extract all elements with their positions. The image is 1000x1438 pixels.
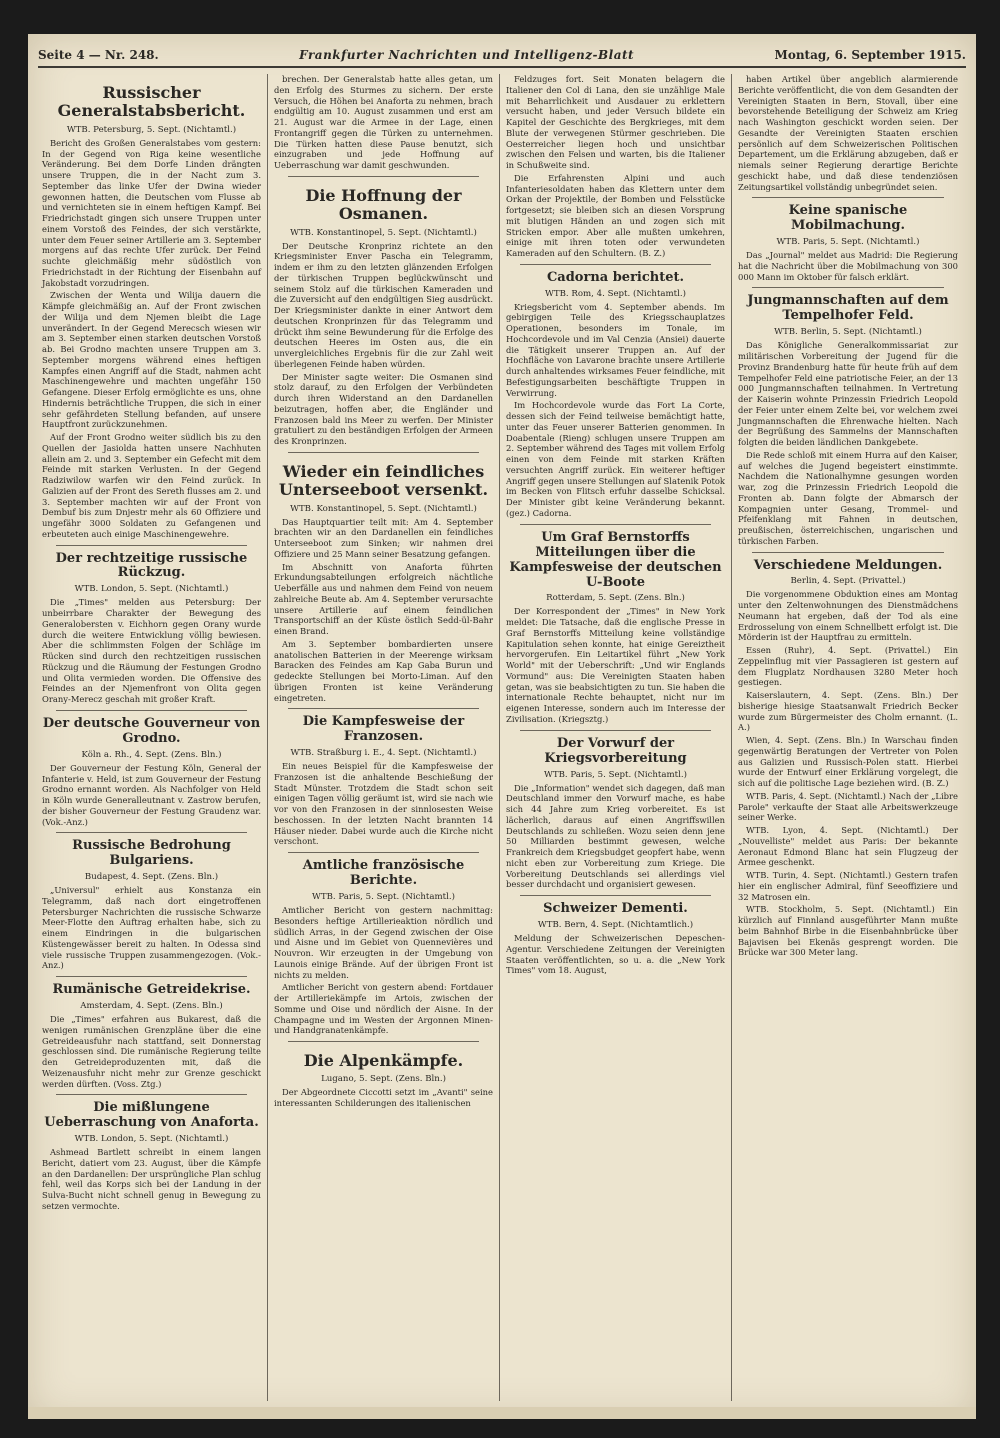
article-paragraph: Feldzuges fort. Seit Monaten belagern die Italiener den Col di Lana, den sie unzählige Male mit Beharrlichkeit und Ausdauer zu erklettern versucht haben, und jeder Versuch bildete ein Kapitel der Geschichte des Bergkrieges, mit dem Blute der verwegenen Stürmer geschrieben. Die Oesterreicher liegen hoch und unsichtbar zwischen den Felsen und warten, bis die Italiener in Schußweite sind.	[506, 74, 725, 170]
article-paragraph: Ashmead Bartlett schreibt in einem langen Bericht, datiert vom 23. August, über die Kämpfe an den Dardanellen: Der ursprüngliche Plan schlug fehl, weil das Korps sich bei der Landung in der Sulva-Bucht nicht schnell genug in Bewegung zu setzen vermochte.	[42, 1147, 261, 1211]
article	[274, 859, 493, 1036]
divider	[288, 852, 479, 853]
article-title: Russischer Generalstabsbericht.	[57, 83, 246, 121]
dateline: WTB. Berlin, 5. Sept. (Nichtamtl.)	[774, 327, 922, 338]
article-paragraph: Zwischen der Wenta und Wilija dauern die Kämpfe gleichmäßig an. Auf der Front zwischen der Wilija und dem Njemen bleibt die Lage unverändert. In der Gegend Merecsch wiesen wir am 3. September einen starken deutschen Vorstoß ab. Bei Grodno machten unsere Truppen am 3. September morgens während eines heftigen Kampfes einen Angriff auf die Stadt, nahmen acht Maschinengewehre und machten ungefähr 150 Gefangene. Dieser Erfolg ermöglichte es uns, ohne Hindernis beträchtliche Truppen, die sich in einer sehr gefährdeten Stellung befanden, auf unsere Hauptfront zurückzunehmen.	[42, 290, 261, 430]
dateline: WTB. Paris, 5. Sept. (Nichtamtl.)	[312, 892, 455, 903]
article	[506, 271, 725, 519]
article-paragraph: Die „Information" wendet sich dagegen, daß man Deutschland immer den Vorwurf mache, es habe sich 44 Jahre zum Krieg vorbereitet. Es ist lächerlich, daraus auf einen Angriffswillen Deutschlands zu schließen. Wozu seien denn jene 50 Milliarden bestimmt gewesen, welche Frankreich dem Kriegsbudget geopfert habe, wenn nicht eben zur Vorbereitung zum Kriege. Die Vorbereitung Deutschlands sei allerdings viel besser durchdacht und organisiert gewesen.	[506, 782, 725, 890]
column-4	[732, 74, 964, 1401]
divider	[56, 832, 247, 833]
article-paragraph: Amtlicher Bericht von gestern nachmittag: Besonders heftige Artillerieaktion nördlich und südlich Arras, in der Gegend zwischen der Oise und Aisne und im Gebiet von Quennevières und Nouvron. Wir erzeugten in der Umgebung von Launois einige Brände. Auf der übrigen Front ist nichts zu melden.	[274, 905, 493, 980]
article-paragraph: Der Deutsche Kronprinz richtete an den Kriegsminister Enver Pascha ein Telegramm, indem er ihm zu den letzten glänzenden Erfolgen der türkischen Truppen beglückwünscht und seinem Stolz auf die türkischen Kameraden und die Zuversicht auf den endgültigen Sieg ausdrückt. Der Kriegsminister dankte in einer Antwort dem deutschen Kronprinzen für das Telegramm und drückt ihm seine Bewunderung für die Erfolge des deutschen Heeres im Osten aus, die ein unvergleichliches Ergebnis für die zur Zahl weit überlegenen Feinde haben würden.	[274, 240, 493, 369]
article-paragraph: Wien, 4. Sept. (Zens. Bln.) In Warschau finden gegenwärtig Beratungen der Vertreter von Polen aus Galizien und Russisch-Polen statt. Hierbei wurde der Entwurf einer Erklärung vorgelegt, die sich auf die politische Lage beziehen wird. (B. Z.)	[738, 735, 958, 789]
divider	[520, 264, 711, 265]
columns	[36, 74, 968, 1401]
article-continuation	[738, 74, 958, 192]
divider	[288, 452, 479, 453]
article-paragraph: WTB. Stockholm, 5. Sept. (Nichtamtl.) Ein kürzlich auf Finnland ausgeführter Mann mußte beim Bahnhof Birbe in die Eisenbahnbrücke über Bajavisen bei Ekenäs gesprengt worden. Die Brücke war 300 Meter lang.	[738, 904, 958, 958]
article-title: Rumänische Getreidekrise.	[52, 982, 251, 998]
article-title: Die mißlungene Ueberraschung von Anaforta.	[44, 1100, 259, 1131]
article-title: Russische Bedrohung Bulgariens.	[72, 838, 231, 869]
dateline: WTB. London, 5. Sept. (Nichtamtl.)	[74, 584, 229, 595]
divider	[56, 976, 247, 977]
dateline: WTB. Paris, 5. Sept. (Nichtamtl.)	[544, 769, 687, 780]
dateline: WTB. Petersburg, 5. Sept. (Nichtamtl.)	[66, 124, 237, 135]
article-paragraph: Im Hochcordevole wurde das Fort La Corte, dessen sich der Feind teilweise bemächtigt hatte, unter das Feuer unserer Batterien genommen. In Doabentale (Rieng) schlugen unsere Truppen am 2. September während des Tages mit vollem Erfolg einen von dem Feinde mit starken Kräften versuchten Angriff zurück. Ein weiterer heftiger Angriff gegen unsere Stellungen auf Slatenik Potok im Becken von Flitsch erfuhr dasselbe Schicksal. Der Minister gibt keine Veränderung bekannt. (gez.) Cadorna.	[506, 400, 725, 518]
page-number: Seite 4 — Nr. 248.	[38, 48, 159, 62]
article	[506, 737, 725, 890]
article-title: Keine spanische Mobilmachung.	[788, 203, 908, 234]
article-paragraph: brechen. Der Generalstab hatte alles getan, um den Erfolg des Sturmes zu sichern. Der erste Versuch, die Höhen bei Anaforta zu nehmen, brach endgültig am 10. August zusammen und erst am 21. August war die Armee in der Lage, einen Frontangriff gegen die Türken zu unternehmen. Die Türken hatten diese Pause benutzt, sich einzugraben und jede Hoffnung auf Ueberraschung war damit geschwunden.	[274, 74, 493, 170]
article-paragraph: „Universul" erhielt aus Konstanza ein Telegramm, daß nach dort eingetroffenen Petersburger Nachrichten die russische Schwarze Meer-Flotte den Auftrag erhalten habe, sich zu einem Eindringen in die bulgarischen Küstengewässer bereit zu halten. In Odessa sind viele russische Truppen zusammengezogen. (Vok.-Anz.)	[42, 885, 261, 971]
dateline: WTB. Paris, 5. Sept. (Nichtamtl.)	[776, 237, 920, 248]
article	[274, 1052, 493, 1109]
dateline: WTB. Konstantinopel, 5. Sept. (Nichtamtl.)	[290, 227, 477, 238]
article-paragraph: Meldung der Schweizerischen Depeschen-Agentur. Verschiedene Zeitungen der Vereinigten Staaten veröffentlichten, so u. a. die „New York Times" vom 18. August,	[506, 933, 725, 976]
article-paragraph: Amtlicher Bericht von gestern abend: Fortdauer der Artilleriekämpfe im Artois, zwischen der Somme und Oise und nördlich der Aisne. In der Champagne und im Westen der Argonnen Minen- und Handgranatenkämpfe.	[274, 982, 493, 1036]
newspaper-title: Frankfurter Nachrichten und Intelligenz-Blatt	[299, 48, 635, 62]
article-paragraph: Der Minister sagte weiter: Die Osmanen sind stolz darauf, zu den Erfolgen der Verbündeten durch ihren Widerstand an den Dardanellen beizutragen, hoffen aber, die Engländer und Franzosen bald ins Meer zu werfen. Der Minister gratuliert zu den beständigen Erfolgen der Armeen des Kronprinzen.	[274, 371, 493, 447]
divider	[288, 176, 479, 177]
dateline: Lugano, 5. Sept. (Zens. Bln.)	[321, 1074, 446, 1085]
column-3	[500, 74, 732, 1401]
article-paragraph: Bericht des Großen Generalstabes vom gestern: In der Gegend von Riga keine wesentliche Veränderung. Bei dem Dorfe Linden drängten unsere Truppen, die in der Nacht zum 3. September das linke Ufer der Dwina wieder gewonnen hatten, die Deutschen vom Flusse ab und vernichteten sie in einem heftigen Kampf. Bei Friedrichstadt gingen sich unsere Truppen unter einem Vorstoß des Feindes, der sich verstärkte, unter dem Feuer seiner Artillerie am 3. September morgens auf das rechte Ufer zurück. Der Feind suchte gleichmäßig mehr südöstlich von Friedrichstadt in der Richtung der Eisenbahn auf Jakobstadt vorzudringen.	[42, 137, 261, 288]
article-paragraph: Kaiserslautern, 4. Sept. (Zens. Bln.) Der bisherige hiesige Staatsanwalt Friedrich Becker wurde zum Bürgermeister des Cholm ernannt. (L. A.)	[738, 690, 958, 733]
article	[274, 715, 493, 847]
article-paragraph: Der Abgeordnete Ciccotti setzt im „Avanti" seine interessanten Schilderungen des italienischen	[274, 1087, 493, 1109]
dateline: Amsterdam, 4. Sept. (Zens. Bln.)	[80, 1001, 223, 1012]
article	[506, 902, 725, 976]
article-paragraph: Am 3. September bombardierten unsere anatolischen Batterien in der Meerenge wirksam Baracken des Feindes am Kap Gaba Burun und gedeckte Stellungen bei Morto-Liman. Auf den übrigen Fronten ist keine Veränderung eingetreten.	[274, 638, 493, 703]
divider	[56, 1094, 247, 1095]
article-title: Jungmannschaften auf dem Tempelhofer Feld.	[747, 293, 949, 324]
article-title: Um Graf Bernstorffs Mitteilungen über die Kampfesweise der deutschen U-Boote	[509, 529, 722, 590]
divider	[752, 287, 944, 288]
masthead	[38, 44, 966, 68]
article-title: Der rechtzeitige russische Rückzug.	[55, 550, 248, 581]
article	[274, 187, 493, 447]
divider	[752, 552, 944, 553]
article-title: Der Vorwurf der Kriegsvorbereitung	[544, 735, 687, 766]
article	[42, 552, 261, 705]
dateline: Rotterdam, 5. Sept. (Zens. Bln.)	[546, 593, 685, 604]
divider	[288, 708, 479, 709]
article-paragraph: Das „Journal" meldet aus Madrid: Die Regierung hat die Nachricht über die Mobilmachung von 300 000 Mann im Oktober für falsch erklärt.	[738, 250, 958, 282]
newspaper-page	[28, 34, 976, 1419]
article-paragraph: Die „Times" erfahren aus Bukarest, daß die wenigen rumänischen Grenzpläne über die eine Getreideausfuhr nach stattfand, seit Donnerstag geschlossen sind. Die rumänische Regierung teilte den Getreideproduzenten mit, daß die Weizenausfuhr nicht mehr zur Grenze geschickt werden dürften. (Voss. Ztg.)	[42, 1014, 261, 1089]
article	[42, 1101, 261, 1211]
article	[738, 204, 958, 282]
article-paragraph: WTB. Turin, 4. Sept. (Nichtamtl.) Gestern trafen hier ein englischer Admiral, fünf Seeoffiziere und 32 Matrosen ein.	[738, 870, 958, 902]
article-title: Cadorna berichtet.	[546, 269, 685, 285]
divider	[752, 197, 944, 198]
column-1	[36, 74, 268, 1401]
paper-fold-shadow	[28, 1407, 976, 1419]
divider	[56, 710, 247, 711]
article-title: Die Kampfesweise der Franzosen.	[302, 714, 465, 745]
article-title: Der deutsche Gouverneur von Grodno.	[42, 715, 261, 746]
article-paragraph: Kriegsbericht vom 4. September abends. Im gebirgigen Teile des Kriegsschauplatzes Operationen, besonders im Tonale, im Hochcordevole und im Val Cenzia (Ansiei) dauerte die Tätigkeit unserer Truppen an. Auf der Hochfläche von Lavarone brachte unsere Artillerie durch anhaltendes wirksames Feuer feindliche, mit Befestigungsarbeiten beschäftigte Truppen in Verwirrung.	[506, 301, 725, 398]
article-paragraph: Die Erfahrensten Alpini und auch Infanteriesoldaten haben das Klettern unter dem Orkan der Projektile, der Bomben und Felsstücke fortgesetzt; sie bleiben sich an diesen Vorsprung mit blutigen Händen an und zogen sich mit Stricken empor. Aber alle mußten umkehren, einige mit ihren toten oder verwundeten Kameraden auf den Schultern. (B. Z.)	[506, 172, 725, 258]
article-continuation	[506, 74, 725, 259]
article-paragraph: Das Hauptquartier teilt mit: Am 4. September brachten wir an den Dardanellen ein feindliches Unterseeboot zum Sinken; wir nahmen drei Offiziere und 25 Mann seiner Besatzung gefangen.	[274, 516, 493, 559]
article-title: Verschiedene Meldungen.	[753, 557, 943, 573]
article-paragraph: WTB. Lyon, 4. Sept. (Nichtamtl.) Der „Nouvelliste" meldet aus Paris: Der bekannte Aeronaut Edmond Blanc hat sein Flugzeug der Armee geschenkt.	[738, 825, 958, 868]
column-2	[268, 74, 500, 1401]
article-paragraph: haben Artikel über angeblich alarmierende Berichte veröffentlicht, die von dem Gesandten der Vereinigten Staaten in Bern, Stovall, über eine bevorstehende Beteiligung der Schweiz am Krieg nach Washington geschickt worden seien. Der Gesandte der Vereinigten Staaten erschien persönlich auf dem Schweizerischen Politischen Departement, um die Erklärung abzugeben, daß er niemals seiner Regierung derartige Berichte geschickt habe, und daß diese tendenziösen Zeitungsartikel vollständig unbegründet seien.	[738, 74, 958, 192]
divider	[56, 545, 247, 546]
article-paragraph: Im Abschnitt von Anaforta führten Erkundungsabteilungen erfolgreich nächtliche Ueberfälle aus und nahmen dem Feind von neuem zahlreiche Beute ab. Am 4. September verursachte unsere Artillerie auf einem feindlichen Transportschiff an der Küste östlich Sedd-ül-Bahr einen Brand.	[274, 561, 493, 637]
article-paragraph: Der Gouverneur der Festung Köln, General der Infanterie v. Held, ist zum Gouverneur der Festung Grodno ernannt worden. Als Nachfolger von Held in Köln wurde Generalleutnant v. Zastrow berufen, der bisher Gouverneur der Festung Graudenz war. (Vok.-Anz.)	[42, 762, 261, 827]
article	[738, 294, 958, 546]
dateline: WTB. Konstantinopel, 5. Sept. (Nichtamtl.)	[290, 503, 477, 514]
article	[274, 463, 493, 704]
dateline: WTB. Rom, 4. Sept. (Nichtamtl.)	[545, 288, 686, 299]
article-paragraph: Auf der Front Grodno weiter südlich bis zu den Quellen der Jasiolda hatten unsere Nachhuten allein am 2. und 3. September ein Gefecht mit dem Feinde mit starken Verlusten. In der Gegend Radziwilow warfen wir den Feind zurück. In Galizien auf der Front des Sereth flusses am 2. und 3. September machten wir auf der Front von Dembuf bis zum Dnjestr mehr als 60 Offiziere und ungefähr 3000 Soldaten zu Gefangenen und erbeuteten auch einige Maschinengewehre.	[42, 432, 261, 539]
article-paragraph: Das Königliche Generalkommissariat zur militärischen Vorbereitung der Jugend für die Provinz Brandenburg hatte für heute früh auf dem Tempelhofer Feld eine patriotische Feier, an der 13 000 Jungmannschaften teilnahmen. In Vertretung der Kaiserin wohnte Prinzessin Friedrich Leopold der Feier unter einem Zelte bei, vor welchem zwei Jungmannschaften die Ehrenwache hielten. Nach der Begrüßung des Sammelns der Mannschaften folgten die beiden ländlichen Dankgebete.	[738, 340, 958, 447]
dateline: WTB. Bern, 4. Sept. (Nichtamtlich.)	[537, 920, 694, 930]
divider	[520, 730, 711, 731]
article	[42, 84, 261, 540]
article-paragraph: Die vorgenommene Obduktion eines am Montag unter den Zeltenwohnungen des Dienstmädchens Neumann hat ergeben, daß der Tod als eine Erdrosselung von einem Schnellbett erfolgt ist. Die Mörderin ist der Hauptfrau zu ermitteln.	[738, 589, 958, 643]
article-title: Die Alpenkämpfe.	[303, 1051, 464, 1071]
divider	[520, 524, 711, 525]
dateline: WTB. Straßburg i. E., 4. Sept. (Nichtamtl.)	[290, 748, 477, 759]
article	[42, 839, 261, 971]
article-title: Die Hoffnung der Osmanen.	[305, 185, 462, 224]
article-paragraph: Ein neues Beispiel für die Kampfesweise der Franzosen ist die anhaltende Beschießung der Stadt Münster. Trotzdem die Stadt schon seit einigen Tagen völlig geräumt ist, wird sie nach wie vor von den Franzosen in der sinnlosesten Weise beschossen. In der letzten Nacht brannten 14 Häuser nieder. Dabei wurde auch die Kirche nicht verschont.	[274, 761, 493, 847]
article	[42, 983, 261, 1089]
dateline: WTB. London, 5. Sept. (Nichtamtl.)	[74, 1134, 229, 1145]
article-continuation	[274, 74, 493, 171]
article-paragraph: Der Korrespondent der „Times" in New York meldet: Die Tatsache, daß die englische Presse in Graf Bernstorffs Mitteilung keine vollständige Kapitulation sehen konnte, hat einige Gereiztheit hervorgerufen. Ein Leitartikel führt „New York World" mit der Ueberschrift: „Und wir Englands Vormund" aus: Die Vereinigten Staaten haben getan, was sie beabsichtigten zu tun. Sie haben die internationale Rechte behauptet, nicht nur im eigenen Interesse, sondern auch im Interesse der Zivilisation. (Kriegsztg.)	[506, 606, 725, 724]
dateline: Budapest, 4. Sept. (Zens. Bln.)	[84, 872, 219, 883]
dateline: Köln a. Rh., 4. Sept. (Zens. Bln.)	[81, 749, 222, 760]
issue-date: Montag, 6. September 1915.	[774, 48, 966, 62]
dateline: Berlin, 4. Sept. (Privattel.)	[790, 576, 906, 587]
article-paragraph: Die Rede schloß mit einem Hurra auf den Kaiser, auf welches die Jugend begeistert einstimmte. Nachdem die Nationalhymne gesungen worden war, zog die Prinzessin Friedrich Leopold die Fronten ab. Dann folgte der Abmarsch der Kompagnien unter Gesang, Trommel- und Pfeifenklang mit Fahnen in deutschen, preußischen, österreichischen, ungarischen und türkischen Farben.	[738, 449, 958, 546]
article-title: Wieder ein feindliches Unterseeboot versenkt.	[278, 461, 489, 500]
article-title: Schweizer Dementi.	[543, 901, 688, 917]
article-paragraph: Die „Times" melden aus Petersburg: Der unbeirrbare Charakter der Bewegung des Generalobersten v. Eichhorn gegen Orany wurde durch die weitere Entwicklung völlig bewiesen. Aber die schlimmsten Folgen der Schläge im Rücken sind durch den rechtzeitigen russischen Rückzug und die Räumung der Festungen Grodno und Olita vermieden worden. Die Offensive des Feindes an der Njemenfront von Olita gegen Orany-Merecz geschah mit großer Kraft.	[42, 597, 261, 705]
article-paragraph: Essen (Ruhr), 4. Sept. (Privattel.) Ein Zeppelinflug mit vier Passagieren ist gestern auf dem Flugplatz Nordhausen 3280 Meter hoch gestiegen.	[738, 645, 958, 688]
article-paragraph: WTB. Paris, 4. Sept. (Nichtamtl.) Nach der „Libre Parole" verkaufte der Staat alle Arbeitswerkzeuge seiner Werke.	[738, 790, 958, 823]
article-title: Amtliche französische Berichte.	[302, 858, 465, 889]
article	[42, 717, 261, 827]
article	[738, 559, 958, 959]
divider	[520, 895, 711, 896]
article	[506, 531, 725, 725]
divider	[288, 1041, 479, 1042]
